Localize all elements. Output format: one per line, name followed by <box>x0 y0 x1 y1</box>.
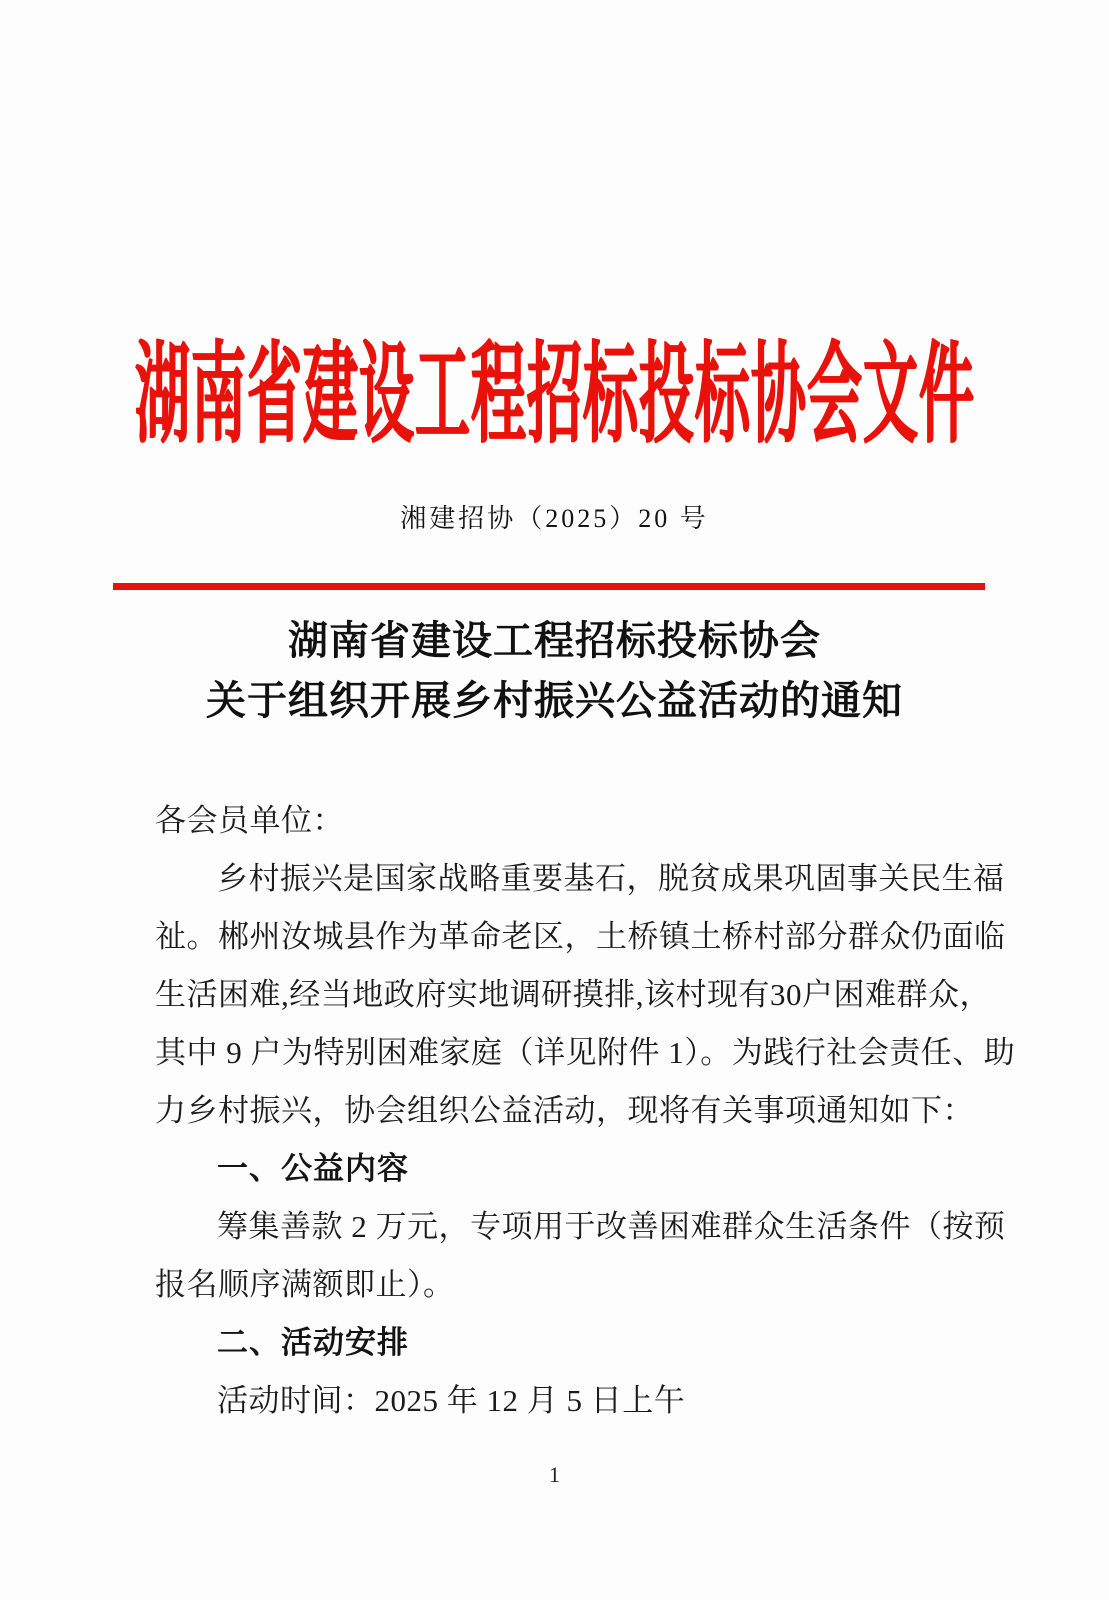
red-divider-line <box>113 583 985 590</box>
paragraph-line: 祉。郴州汝城县作为革命老区，土桥镇土桥村部分群众仍面临 <box>155 919 1006 954</box>
doc-body <box>155 792 1016 1430</box>
paragraph-line: 乡村振兴是国家战略重要基石，脱贫成果巩固事关民生福 <box>217 861 1005 896</box>
doc-title-line1: 湖南省建设工程招标投标协会 <box>288 618 821 663</box>
section2-line: 活动时间：2025 年 12 月 5 日上午 <box>217 1383 686 1418</box>
section1-line: 筹集善款 2 万元，专项用于改善困难群众生活条件（按预 <box>217 1209 1006 1244</box>
paragraph-line: 力乡村振兴，协会组织公益活动，现将有关事项通知如下： <box>155 1093 974 1128</box>
doc-number: 湘建招协（2025）20 号 <box>400 504 709 533</box>
masthead-title: 湖南省建设工程招标投标协会文件 <box>134 334 975 456</box>
doc-title <box>0 611 1109 731</box>
salutation: 各会员单位： <box>155 803 344 838</box>
section1-line: 报名顺序满额即止）。 <box>155 1267 455 1302</box>
section1-heading: 一、公益内容 <box>217 1151 409 1186</box>
paragraph-line: 生活困难,经当地政府实地调研摸排,该村现有30户困难群众， <box>155 977 991 1012</box>
section2-heading: 二、活动安排 <box>217 1325 409 1360</box>
page-number: 1 <box>549 1462 560 1487</box>
doc-title-line2: 关于组织开展乡村振兴公益活动的通知 <box>206 678 903 723</box>
paragraph-line: 其中 9 户为特别困难家庭（详见附件 1）。为践行社会责任、助 <box>155 1035 1016 1070</box>
masthead <box>0 325 1109 456</box>
